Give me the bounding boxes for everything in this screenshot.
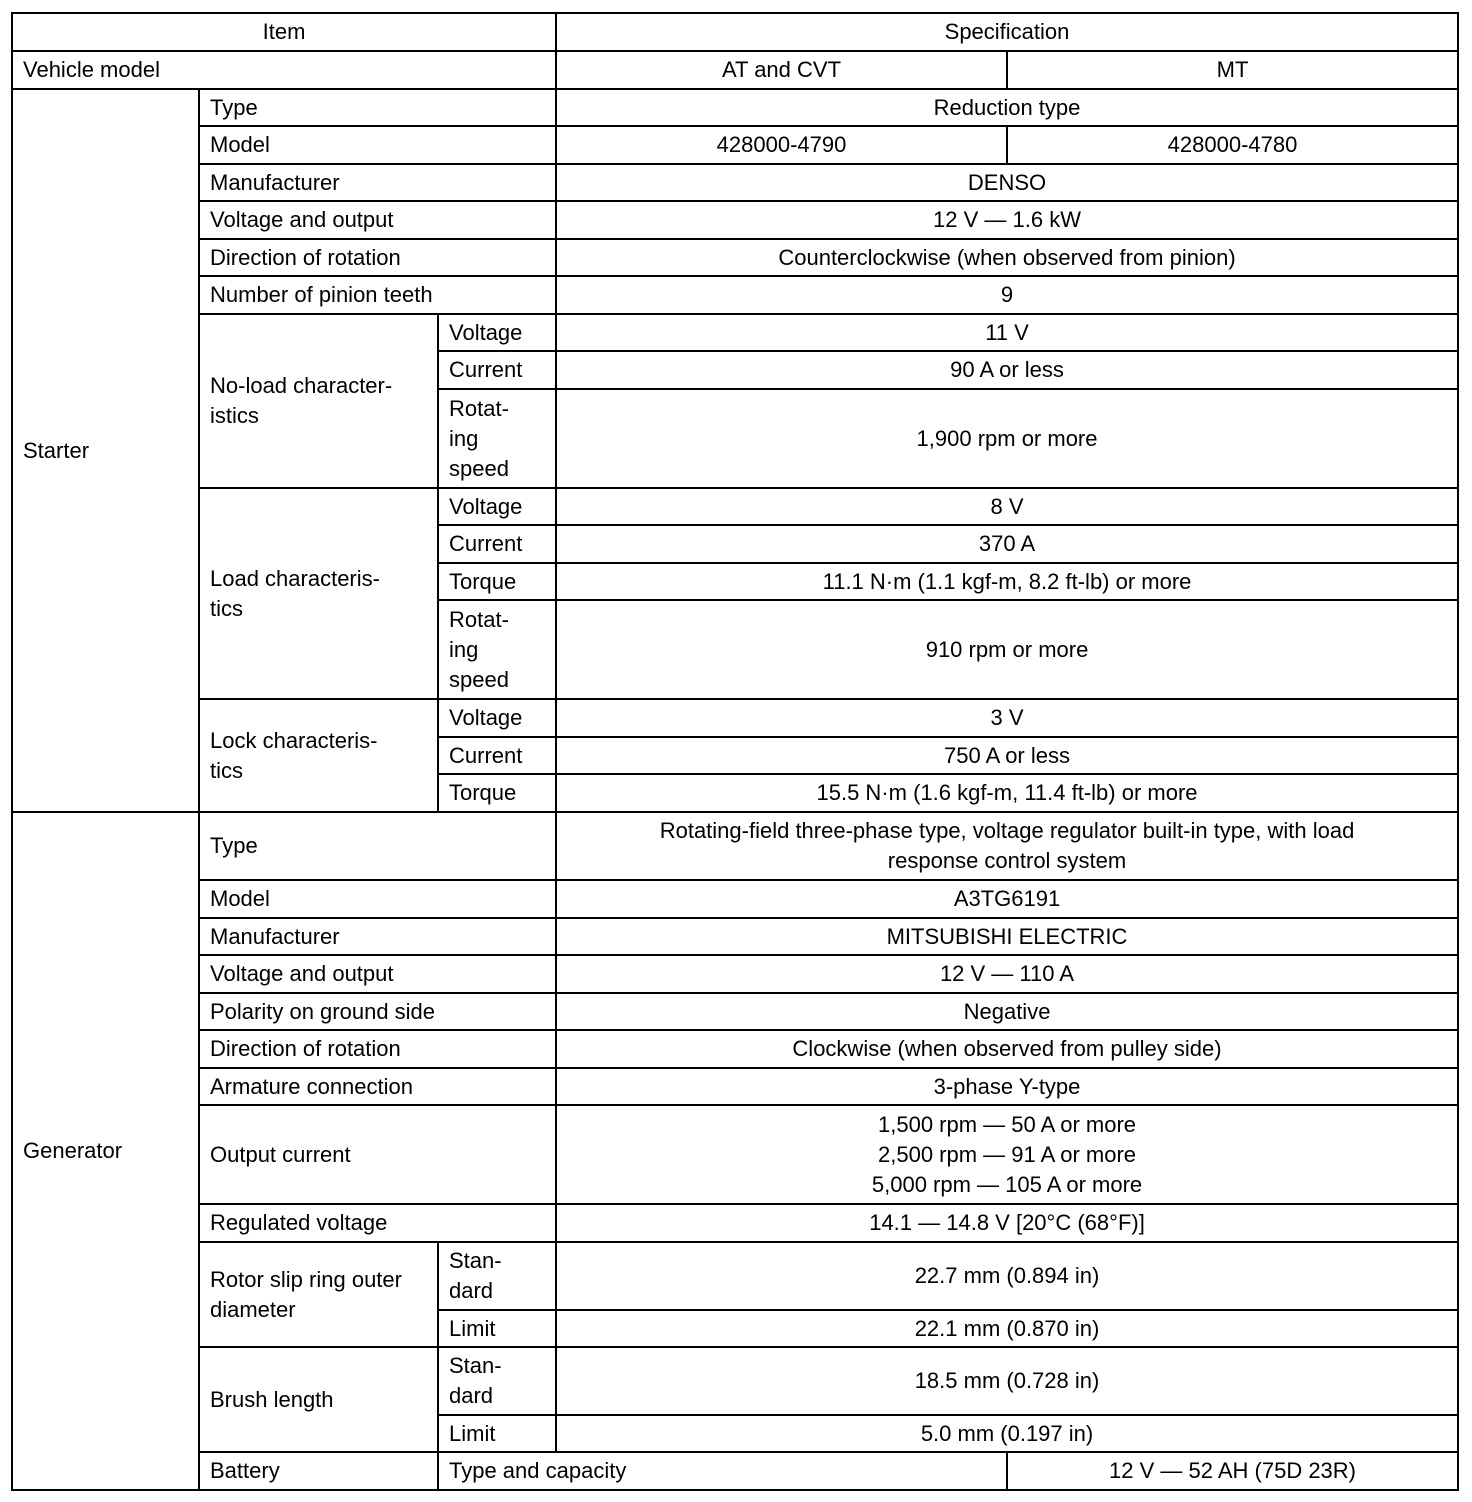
load-current-label: Current bbox=[438, 525, 556, 563]
generator-output-current-row bbox=[12, 1105, 1458, 1204]
generator-model-label: Model bbox=[199, 880, 556, 918]
starter-type-row bbox=[12, 89, 1458, 126]
starter-model-mt: 428000-4780 bbox=[1007, 126, 1458, 164]
no-load-voltage-label: Voltage bbox=[438, 314, 556, 351]
starter-manufacturer-value: DENSO bbox=[556, 164, 1458, 201]
generator-polarity-label: Polarity on ground side bbox=[199, 993, 556, 1030]
generator-regulated-voltage-label: Regulated voltage bbox=[199, 1204, 556, 1242]
generator-output-current-value: 1,500 rpm — 50 A or more 2,500 rpm — 91 A or more 5,000 rpm — 105 A or more bbox=[556, 1105, 1458, 1204]
slip-ring-limit-label: Limit bbox=[438, 1310, 556, 1347]
generator-output-current-label: Output current bbox=[199, 1105, 556, 1204]
generator-voltage-output-value: 12 V — 110 A bbox=[556, 955, 1458, 993]
generator-type-value: Rotating-field three-phase type, voltage regulator built-in type, with load response control system bbox=[556, 812, 1458, 880]
starter-pinion-teeth-row bbox=[12, 276, 1458, 314]
generator-regulated-voltage-value: 14.1 — 14.8 V [20°C (68°F)] bbox=[556, 1204, 1458, 1242]
brush-limit-value: 5.0 mm (0.197 in) bbox=[556, 1415, 1458, 1452]
generator-direction-value: Clockwise (when observed from pulley side) bbox=[556, 1030, 1458, 1068]
starter-direction-value: Counterclockwise (when observed from pinion) bbox=[556, 239, 1458, 276]
battery-row bbox=[12, 1452, 1458, 1490]
starter-voltage-output-value: 12 V — 1.6 kW bbox=[556, 201, 1458, 239]
generator-armature-row bbox=[12, 1068, 1458, 1105]
load-voltage-row bbox=[12, 488, 1458, 525]
lock-voltage-value: 3 V bbox=[556, 699, 1458, 737]
slip-ring-standard-row bbox=[12, 1242, 1458, 1310]
no-load-label: No-load character- istics bbox=[199, 314, 438, 488]
load-label: Load characteris- tics bbox=[199, 488, 438, 699]
generator-direction-row bbox=[12, 1030, 1458, 1068]
brush-label: Brush length bbox=[199, 1347, 438, 1452]
lock-voltage-row bbox=[12, 699, 1458, 737]
load-voltage-value: 8 V bbox=[556, 488, 1458, 525]
generator-manufacturer-row bbox=[12, 918, 1458, 955]
slip-ring-limit-value: 22.1 mm (0.870 in) bbox=[556, 1310, 1458, 1347]
slip-ring-label: Rotor slip ring outer diameter bbox=[199, 1242, 438, 1347]
brush-standard-value: 18.5 mm (0.728 in) bbox=[556, 1347, 1458, 1415]
lock-torque-value: 15.5 N·m (1.6 kgf-m, 11.4 ft-lb) or more bbox=[556, 774, 1458, 812]
no-load-speed-label: Rotat- ing speed bbox=[438, 389, 556, 488]
lock-current-label: Current bbox=[438, 737, 556, 774]
specification-table bbox=[11, 12, 1459, 1491]
load-speed-label: Rotat- ing speed bbox=[438, 600, 556, 699]
starter-type-label: Type bbox=[199, 89, 556, 126]
starter-direction-label: Direction of rotation bbox=[199, 239, 556, 276]
starter-label: Starter bbox=[12, 89, 199, 812]
generator-armature-value: 3-phase Y-type bbox=[556, 1068, 1458, 1105]
generator-voltage-output-row bbox=[12, 955, 1458, 993]
starter-model-row bbox=[12, 126, 1458, 164]
item-header: Item bbox=[12, 13, 556, 51]
generator-regulated-voltage-row bbox=[12, 1204, 1458, 1242]
battery-type-capacity-value: 12 V — 52 AH (75D 23R) bbox=[1007, 1452, 1458, 1490]
battery-type-capacity-label: Type and capacity bbox=[438, 1452, 1007, 1490]
vehicle-model-label: Vehicle model bbox=[12, 51, 556, 89]
brush-standard-label: Stan- dard bbox=[438, 1347, 556, 1415]
generator-manufacturer-value: MITSUBISHI ELECTRIC bbox=[556, 918, 1458, 955]
vehicle-model-row bbox=[12, 51, 1458, 89]
header-row bbox=[12, 13, 1458, 51]
generator-model-value: A3TG6191 bbox=[556, 880, 1458, 918]
specification-header: Specification bbox=[556, 13, 1458, 51]
starter-manufacturer-label: Manufacturer bbox=[199, 164, 556, 201]
brush-limit-label: Limit bbox=[438, 1415, 556, 1452]
vehicle-model-at-cvt: AT and CVT bbox=[556, 51, 1007, 89]
starter-voltage-output-label: Voltage and output bbox=[199, 201, 556, 239]
starter-manufacturer-row bbox=[12, 164, 1458, 201]
generator-polarity-value: Negative bbox=[556, 993, 1458, 1030]
generator-manufacturer-label: Manufacturer bbox=[199, 918, 556, 955]
slip-ring-standard-label: Stan- dard bbox=[438, 1242, 556, 1310]
starter-voltage-output-row bbox=[12, 201, 1458, 239]
load-voltage-label: Voltage bbox=[438, 488, 556, 525]
starter-direction-row bbox=[12, 239, 1458, 276]
no-load-current-label: Current bbox=[438, 351, 556, 389]
no-load-voltage-row bbox=[12, 314, 1458, 351]
generator-type-row bbox=[12, 812, 1458, 880]
lock-torque-label: Torque bbox=[438, 774, 556, 812]
starter-model-label: Model bbox=[199, 126, 556, 164]
lock-current-value: 750 A or less bbox=[556, 737, 1458, 774]
generator-model-row bbox=[12, 880, 1458, 918]
generator-polarity-row bbox=[12, 993, 1458, 1030]
generator-armature-label: Armature connection bbox=[199, 1068, 556, 1105]
starter-model-at-cvt: 428000-4790 bbox=[556, 126, 1007, 164]
load-torque-value: 11.1 N·m (1.1 kgf-m, 8.2 ft-lb) or more bbox=[556, 563, 1458, 600]
generator-voltage-output-label: Voltage and output bbox=[199, 955, 556, 993]
load-speed-value: 910 rpm or more bbox=[556, 600, 1458, 699]
load-torque-label: Torque bbox=[438, 563, 556, 600]
load-current-value: 370 A bbox=[556, 525, 1458, 563]
starter-type-value: Reduction type bbox=[556, 89, 1458, 126]
brush-standard-row bbox=[12, 1347, 1458, 1415]
generator-label: Generator bbox=[12, 812, 199, 1490]
starter-pinion-teeth-label: Number of pinion teeth bbox=[199, 276, 556, 314]
generator-type-label: Type bbox=[199, 812, 556, 880]
slip-ring-standard-value: 22.7 mm (0.894 in) bbox=[556, 1242, 1458, 1310]
no-load-speed-value: 1,900 rpm or more bbox=[556, 389, 1458, 488]
no-load-voltage-value: 11 V bbox=[556, 314, 1458, 351]
no-load-current-value: 90 A or less bbox=[556, 351, 1458, 389]
lock-label: Lock characteris- tics bbox=[199, 699, 438, 812]
vehicle-model-mt: MT bbox=[1007, 51, 1458, 89]
generator-direction-label: Direction of rotation bbox=[199, 1030, 556, 1068]
battery-label: Battery bbox=[199, 1452, 438, 1490]
lock-voltage-label: Voltage bbox=[438, 699, 556, 737]
starter-pinion-teeth-value: 9 bbox=[556, 276, 1458, 314]
